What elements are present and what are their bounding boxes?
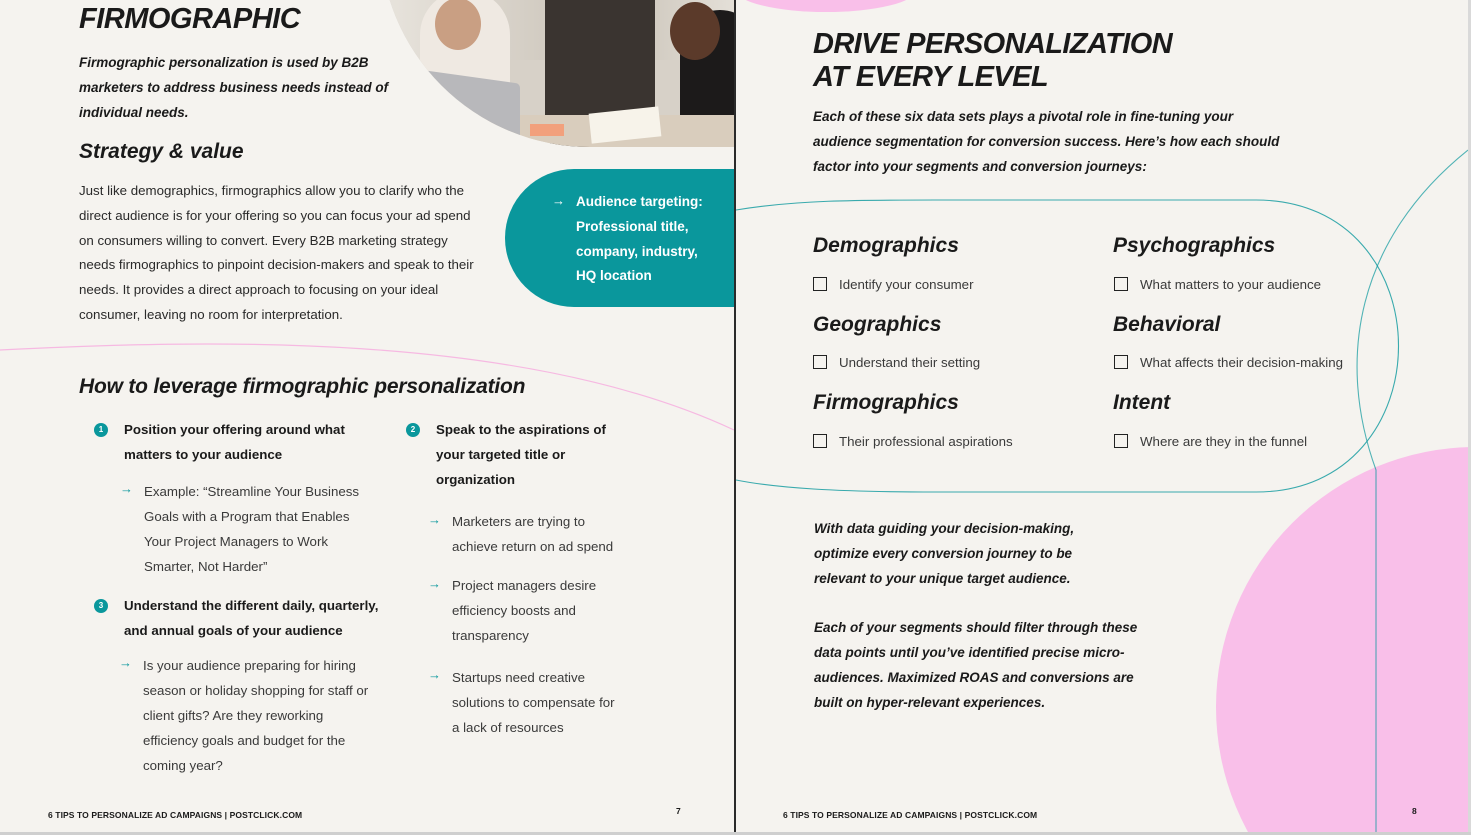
item-title: Speak to the aspirations of your targeted title or organization xyxy=(436,422,606,487)
checkbox-icon[interactable] xyxy=(1114,355,1128,369)
checkbox-icon[interactable] xyxy=(813,434,827,448)
intro-text: Each of these six data sets plays a pivotal role in fine-tuning your audience segmentation for conversion success. Here’s how each should factor into your segments and conversion journeys: xyxy=(813,109,1280,174)
page-right xyxy=(736,0,1468,832)
segment-text: Their professional aspirations xyxy=(839,434,1013,449)
arrow-right-icon: → xyxy=(428,667,441,682)
segment-text: What affects their decision-making xyxy=(1140,355,1343,370)
segment-heading: Behavioral xyxy=(1113,313,1221,336)
segment-heading: Psychographics xyxy=(1113,234,1276,257)
segment-heading: Firmographics xyxy=(813,391,959,414)
page-left xyxy=(0,0,734,832)
item-title: Understand the different daily, quarterly, and annual goals of your audience xyxy=(124,598,379,638)
checkbox-icon[interactable] xyxy=(813,277,827,291)
segment-heading: Demographics xyxy=(813,234,959,257)
segment-text: Understand their setting xyxy=(839,355,981,370)
arrow-right-icon: → xyxy=(428,512,441,527)
team-photo xyxy=(380,0,734,147)
item-bullet: Is your audience preparing for hiring season or holiday shopping for staff or client gifts? Are they reworking efficiency goals and budget for the coming year? xyxy=(143,658,369,773)
page-title: FIRMOGRAPHIC xyxy=(79,3,301,35)
item-title: Position your offering around what matters to your audience xyxy=(124,422,345,462)
page-number: 8 xyxy=(1412,806,1417,816)
segment-heading: Intent xyxy=(1113,391,1171,414)
segment-heading: Geographics xyxy=(813,313,942,336)
arrow-right-icon: → xyxy=(120,481,133,496)
footer-text: 6 TIPS TO PERSONALIZE AD CAMPAIGNS | POSTCLICK.COM xyxy=(783,810,1038,820)
page-number: 7 xyxy=(676,806,681,816)
item-bullet: Project managers desire efficiency boosts and transparency xyxy=(452,578,597,643)
number-badge-icon: 1 xyxy=(94,423,108,437)
arrow-right-icon: → xyxy=(428,576,441,591)
body-paragraph-1: With data guiding your decision-making, optimize every conversion journey to be relevant to your unique target audience. xyxy=(814,521,1075,586)
callout-text: Audience targeting: Professional title, company, industry, HQ location xyxy=(576,194,703,284)
strategy-body: Just like demographics, firmographics allow you to clarify who the direct audience is for your offering so you can focus your ad spend on consumers willing to convert. Every B2B marketing strategy needs firmographics to pinpoint decision-makers and speak to their needs. It provides a direct approach to focusing on your ideal consumer, leaving no room for interpretation. xyxy=(79,183,474,322)
item-bullet: Marketers are trying to achieve return on ad spend xyxy=(452,514,614,554)
checkbox-icon[interactable] xyxy=(813,355,827,369)
page-title xyxy=(813,28,1172,94)
footer-text: 6 TIPS TO PERSONALIZE AD CAMPAIGNS | POSTCLICK.COM xyxy=(48,810,303,820)
segment-text: What matters to your audience xyxy=(1140,277,1322,292)
checkbox-icon[interactable] xyxy=(1114,277,1128,291)
body-paragraph-2: Each of your segments should filter through these data points until you’ve identified precise micro-audiences. Maximized ROAS and conversions are built on hyper-relevant experiences. xyxy=(814,620,1138,710)
checkbox-icon[interactable] xyxy=(1114,434,1128,448)
number-badge-icon: 3 xyxy=(94,599,108,613)
strategy-heading: Strategy & value xyxy=(79,140,244,163)
number-badge-icon: 2 xyxy=(406,423,420,437)
item-bullet: Example: “Streamline Your Business Goals with a Program that Enables Your Project Managers to Work Smarter, Not Harder” xyxy=(144,484,360,574)
title-line-2: AT EVERY LEVEL xyxy=(813,61,1048,93)
intro-text: Firmographic personalization is used by B2B marketers to address business needs instead of individual needs. xyxy=(79,55,389,120)
item-bullet: Startups need creative solutions to compensate for a lack of resources xyxy=(452,670,615,735)
title-line-1: DRIVE PERSONALIZATION xyxy=(813,28,1173,60)
arrow-right-icon: → xyxy=(119,655,132,670)
segment-text: Where are they in the funnel xyxy=(1140,434,1308,449)
arrow-right-icon: → xyxy=(552,193,565,208)
segment-text: Identify your consumer xyxy=(839,277,974,292)
how-heading: How to leverage firmographic personalization xyxy=(79,375,526,398)
